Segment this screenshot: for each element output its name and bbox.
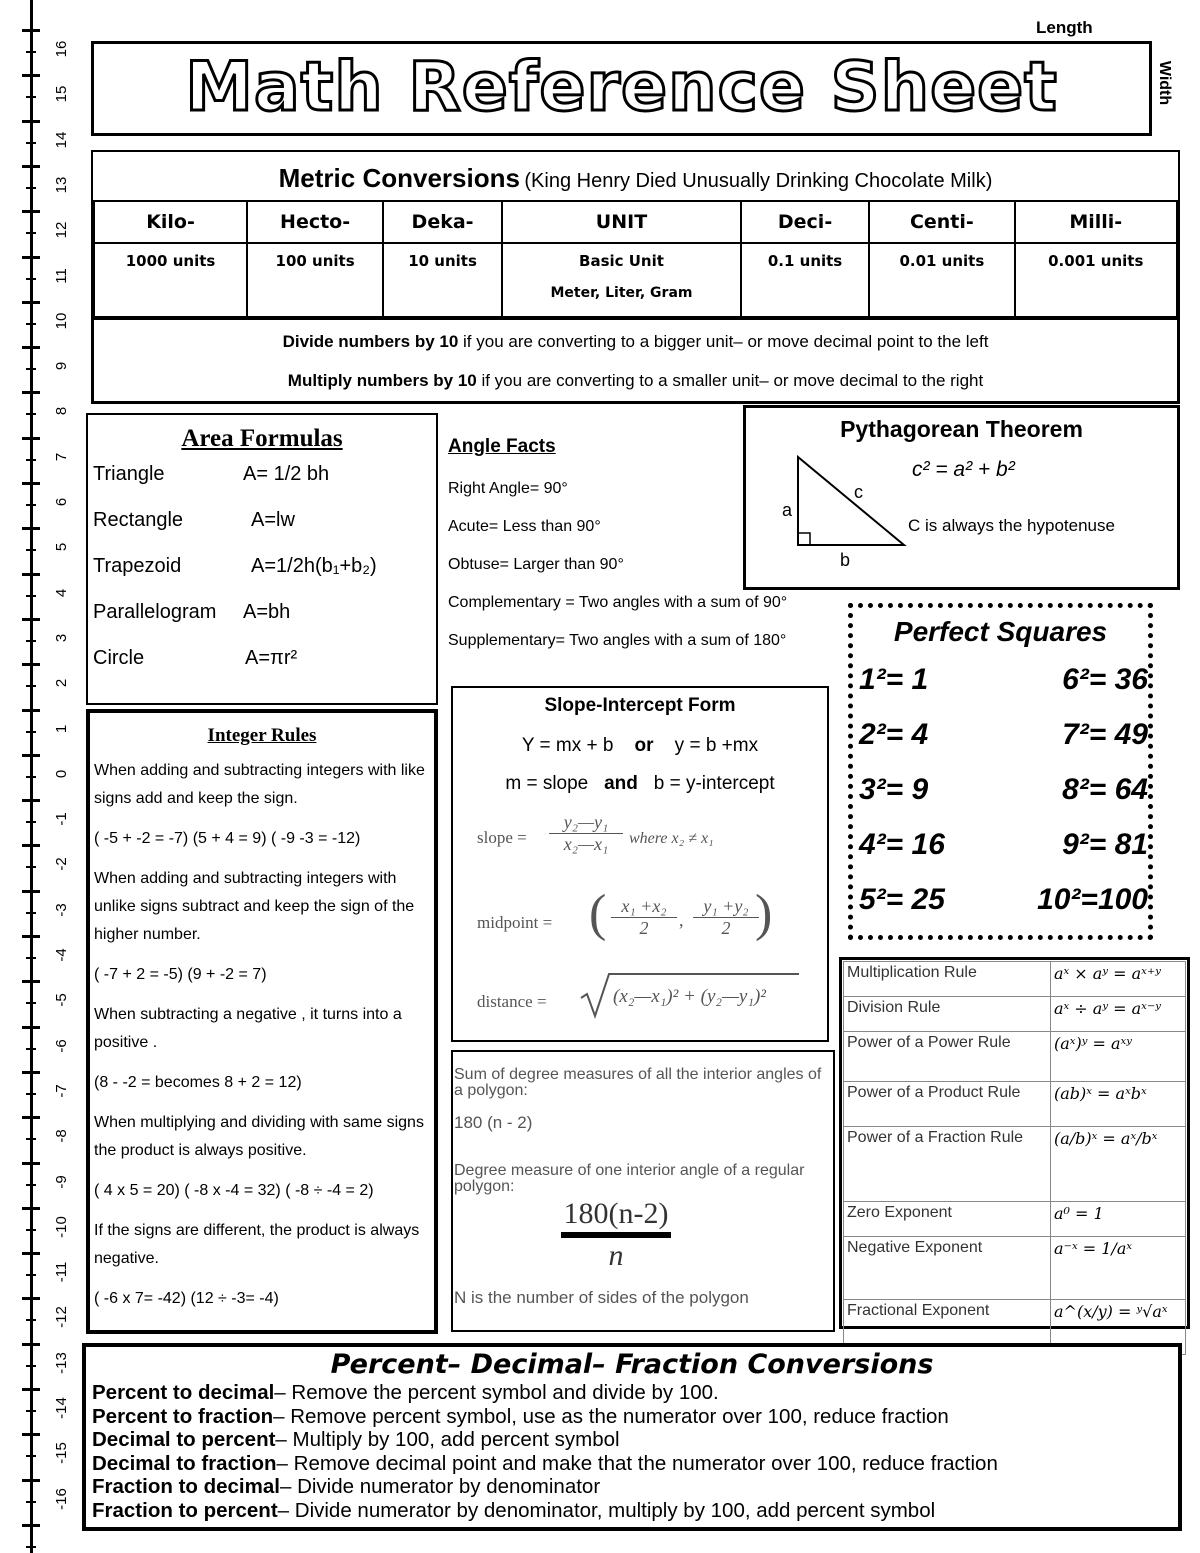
percent-item-text: – Divide numerator by denominator bbox=[279, 1475, 601, 1498]
polygon-each-num: 180(n-2) bbox=[561, 1196, 671, 1238]
ruler-major-tick bbox=[22, 618, 40, 621]
polygon-each-text: Degree measure of one interior angle of a regular polygon: bbox=[454, 1162, 805, 1195]
ruler-label: 0 bbox=[53, 769, 70, 778]
ruler-major-tick bbox=[22, 1343, 40, 1346]
integer-rule: ( -7 + 2 = -5) (9 + -2 = 7) bbox=[94, 966, 267, 983]
metric-mnemonic: (King Henry Died Unusually Drinking Chocolate Milk) bbox=[524, 170, 993, 192]
percent-item-label: Decimal to percent bbox=[92, 1428, 276, 1451]
metric-prefix: Kilo- bbox=[94, 201, 247, 243]
area-shape: Triangle bbox=[93, 463, 165, 485]
metric-conversions bbox=[91, 150, 1180, 318]
angle-fact: Supplementary= Two angles with a sum of 180° bbox=[448, 632, 787, 649]
slope-form-or: or bbox=[634, 735, 654, 756]
area-item bbox=[88, 463, 436, 509]
multiply-rule-bold: Multiply numbers by 10 bbox=[287, 371, 477, 390]
ruler-minor-tick bbox=[26, 1319, 36, 1321]
divide-rule bbox=[94, 332, 1177, 352]
slope-formula-frac bbox=[549, 812, 623, 855]
ruler-major-tick bbox=[22, 1388, 40, 1391]
exponent-rules bbox=[839, 957, 1190, 1329]
exponent-rule-row bbox=[844, 1127, 1186, 1202]
ruler-minor-tick bbox=[26, 1093, 36, 1095]
ruler-major-tick bbox=[22, 1162, 40, 1165]
ruler-minor-tick bbox=[26, 1274, 36, 1276]
ruler-minor-tick bbox=[26, 957, 36, 959]
integer-list bbox=[90, 757, 434, 1313]
percent-item-label: Percent to fraction bbox=[92, 1404, 274, 1428]
ruler-major-tick bbox=[22, 1297, 40, 1300]
midpoint-y-den: 2 bbox=[693, 917, 759, 939]
ruler-label: -6 bbox=[53, 1038, 70, 1053]
ruler-label: 4 bbox=[53, 588, 70, 597]
perfect-square: 1²= 1 bbox=[859, 663, 929, 696]
exponent-rule-formula: a^(x/y) = ʸ√aˣ bbox=[1051, 1300, 1186, 1355]
ruler-major-tick bbox=[22, 1026, 40, 1029]
pythagorean-heading: Pythagorean Theorem bbox=[840, 416, 1083, 442]
exponent-rule-name: Power of a Power Rule bbox=[844, 1032, 1051, 1082]
ruler-minor-tick bbox=[26, 912, 36, 914]
slope-form-a: Y = mx + b bbox=[521, 735, 614, 756]
metric-prefix: Hecto- bbox=[247, 201, 383, 243]
exponent-rule-formula: a⁻ˣ = 1/aˣ bbox=[1051, 1237, 1186, 1300]
percent-item bbox=[92, 1428, 1178, 1452]
squares-heading: Perfect Squares bbox=[893, 616, 1108, 647]
percent-item-label: Percent to decimal bbox=[92, 1381, 275, 1404]
slope-numerator: y₂—y₁ bbox=[563, 812, 609, 832]
slope-def-m: m = slope bbox=[505, 773, 589, 794]
ruler-label: 3 bbox=[53, 633, 70, 643]
ruler-major-tick bbox=[22, 74, 40, 77]
distance-expression: (x₂—x₁)² + (y₂—y₁)² bbox=[613, 986, 766, 1007]
integer-heading: Integer Rules bbox=[207, 725, 317, 746]
ruler-major-tick bbox=[22, 301, 40, 304]
squares-right bbox=[1008, 652, 1148, 927]
metric-value-cell bbox=[247, 243, 383, 324]
percent-item bbox=[92, 1499, 1178, 1523]
midpoint-x-den: 2 bbox=[611, 917, 677, 939]
area-shape: Rectangle bbox=[93, 509, 184, 531]
midpoint-open-paren: ( bbox=[589, 885, 607, 942]
percent-conversions bbox=[82, 1343, 1182, 1531]
exponent-rule-formula: a⁰ = 1 bbox=[1051, 1202, 1186, 1237]
ruler-minor-tick bbox=[26, 640, 36, 642]
ruler-major-tick bbox=[22, 29, 40, 32]
ruler-minor-tick bbox=[26, 776, 36, 778]
perfect-square: 9²= 81 bbox=[1062, 828, 1148, 861]
ruler-major-tick bbox=[22, 799, 40, 802]
ruler-minor-tick bbox=[26, 187, 36, 189]
ruler-major-tick bbox=[22, 663, 40, 666]
metric-value: 1000 units bbox=[125, 252, 216, 270]
ruler-label: -14 bbox=[53, 1397, 70, 1419]
angle-fact: Obtuse= Larger than 90° bbox=[448, 556, 624, 573]
exponent-rule-name: Negative Exponent bbox=[844, 1237, 1051, 1300]
ruler-major-tick bbox=[22, 754, 40, 757]
integer-rules bbox=[86, 709, 438, 1334]
integer-rule: If the signs are different, the product is always negative. bbox=[94, 1222, 420, 1267]
midpoint-y-num: y₁ +y₂ bbox=[703, 896, 749, 916]
ruler-label: -4 bbox=[53, 948, 70, 962]
midpoint-x bbox=[611, 896, 677, 939]
perfect-square: 3²= 9 bbox=[859, 773, 929, 806]
exponent-rule-row bbox=[844, 997, 1186, 1032]
exponent-rule-formula: aˣ × aʸ = aˣ⁺ʸ bbox=[1051, 962, 1186, 997]
angle-fact: Right Angle= 90° bbox=[448, 480, 568, 497]
ruler-minor-tick bbox=[26, 413, 36, 415]
exponent-rule-name: Power of a Product Rule bbox=[844, 1082, 1051, 1127]
metric-value: Basic Unit bbox=[579, 252, 664, 270]
ruler-label: 13 bbox=[53, 176, 70, 194]
ruler-major-tick bbox=[22, 437, 40, 440]
midpoint-x-num: x₁ +x₂ bbox=[621, 896, 667, 916]
metric-value: 10 units bbox=[408, 252, 477, 270]
ruler-minor-tick bbox=[26, 323, 36, 325]
perfect-squares bbox=[848, 603, 1153, 940]
ruler-minor-tick bbox=[26, 1410, 36, 1412]
exponent-rule-row bbox=[844, 1032, 1186, 1082]
polygon-each-formula bbox=[561, 1196, 671, 1274]
metric-prefix: Deka- bbox=[383, 201, 502, 243]
area-formula: A= 1/2 bh bbox=[243, 463, 330, 485]
ruler-label: -11 bbox=[53, 1261, 70, 1283]
ruler-major-tick bbox=[22, 1116, 40, 1119]
ruler-minor-tick bbox=[26, 685, 36, 687]
right-triangle-icon bbox=[786, 453, 916, 563]
exponent-rule-formula: aˣ ÷ aʸ = aˣ⁻ʸ bbox=[1051, 997, 1186, 1032]
ruler-major-tick bbox=[22, 120, 40, 123]
area-formula: A=πr² bbox=[245, 647, 298, 669]
slope-form-b: y = b +mx bbox=[674, 735, 759, 756]
ruler-label: 10 bbox=[53, 312, 70, 330]
area-formula: A=bh bbox=[243, 601, 291, 623]
ruler-label: 11 bbox=[53, 267, 70, 284]
ruler-minor-tick bbox=[26, 368, 36, 370]
ruler-label: -15 bbox=[53, 1442, 70, 1465]
ruler-major-tick bbox=[22, 1479, 40, 1482]
exponent-rule-name: Power of a Fraction Rule bbox=[844, 1127, 1051, 1202]
divide-rule-text: if you are converting to a bigger unit– or move decimal point to the left bbox=[458, 332, 989, 351]
multiply-rule-text: if you are converting to a smaller unit– or move decimal to the right bbox=[476, 371, 984, 390]
ruler-minor-tick bbox=[26, 731, 36, 733]
ruler-major-tick bbox=[22, 890, 40, 893]
metric-value-cell bbox=[383, 243, 502, 324]
ruler-major-tick bbox=[22, 346, 40, 349]
page-title: Math Reference Sheet bbox=[185, 48, 1058, 127]
ruler-minor-tick bbox=[26, 504, 36, 506]
integer-rule: ( 4 x 5 = 20) ( -8 x -4 = 32) ( -8 ÷ -4 = 2) bbox=[94, 1182, 374, 1199]
length-label: Length bbox=[1036, 18, 1093, 37]
ruler-minor-tick bbox=[26, 1546, 36, 1548]
exponent-rule-row bbox=[844, 1082, 1186, 1127]
ruler-minor-tick bbox=[26, 821, 36, 823]
ruler-minor-tick bbox=[26, 549, 36, 551]
area-list bbox=[88, 463, 436, 693]
ruler-minor-tick bbox=[26, 142, 36, 144]
perfect-square: 6²= 36 bbox=[1062, 663, 1148, 696]
metric-prefix: UNIT bbox=[502, 201, 741, 243]
slope-def-line bbox=[453, 773, 827, 795]
ruler-major-tick bbox=[22, 1207, 40, 1210]
perfect-square: 5²= 25 bbox=[859, 883, 945, 916]
area-item bbox=[88, 601, 436, 647]
perfect-square: 8²= 64 bbox=[1062, 773, 1148, 806]
ruler-label: 8 bbox=[53, 407, 70, 416]
ruler-minor-tick bbox=[26, 1365, 36, 1367]
slope-intercept bbox=[451, 686, 829, 1042]
ruler-minor-tick bbox=[26, 1229, 36, 1231]
ruler-major-tick bbox=[22, 1433, 40, 1436]
ruler-label: -5 bbox=[53, 993, 70, 1007]
ruler-major-tick bbox=[22, 935, 40, 938]
ruler-minor-tick bbox=[26, 278, 36, 280]
perfect-square: 2²= 4 bbox=[859, 718, 929, 751]
ruler-minor-tick bbox=[26, 1455, 36, 1457]
ruler-major-tick bbox=[22, 1071, 40, 1074]
metric-table bbox=[93, 200, 1178, 325]
percent-item bbox=[92, 1452, 1178, 1476]
ruler-major-tick bbox=[22, 1252, 40, 1255]
metric-value-cell bbox=[741, 243, 869, 324]
area-formulas bbox=[86, 413, 438, 705]
metric-value: 0.01 units bbox=[899, 252, 985, 270]
ruler-minor-tick bbox=[26, 1002, 36, 1004]
angle-heading: Angle Facts bbox=[448, 436, 556, 457]
area-heading: Area Formulas bbox=[181, 425, 343, 452]
ruler-major-tick bbox=[22, 210, 40, 213]
integer-rule: When adding and subtracting integers with like signs add and keep the sign. bbox=[94, 762, 425, 807]
slope-def-b: b = y-intercept bbox=[653, 773, 775, 794]
integer-rule: ( -6 x 7= -42) (12 ÷ -3= -4) bbox=[94, 1290, 279, 1307]
metric-value-cell bbox=[869, 243, 1014, 324]
percent-item-text: – Remove percent symbol, use as the numerator over 100, reduce fraction bbox=[273, 1404, 949, 1428]
midpoint-comma: , bbox=[679, 910, 684, 930]
perfect-square: 7²= 49 bbox=[1062, 718, 1148, 751]
ruler-label: -12 bbox=[53, 1306, 70, 1329]
exponent-rule-formula: (aˣ)ʸ = aˣʸ bbox=[1051, 1032, 1186, 1082]
metric-prefix: Deci- bbox=[741, 201, 869, 243]
ruler-label: 15 bbox=[53, 85, 70, 103]
side-b-label: b bbox=[840, 550, 851, 570]
ruler-minor-tick bbox=[26, 232, 36, 234]
polygon-note: N is the number of sides of the polygon bbox=[454, 1288, 749, 1307]
exponent-rule-name: Fractional Exponent bbox=[844, 1300, 1051, 1355]
integer-rule: When multiplying and dividing with same signs the product is always positive. bbox=[94, 1114, 424, 1159]
percent-item bbox=[92, 1405, 1178, 1429]
ruler-label: 2 bbox=[53, 679, 70, 688]
divide-rule-bold: Divide numbers by 10 bbox=[282, 332, 459, 351]
metric-value: 0.1 units bbox=[767, 252, 843, 270]
ruler-label: -2 bbox=[53, 857, 70, 872]
integer-rule: When subtracting a negative , it turns into a positive . bbox=[94, 1006, 402, 1051]
side-c-label: c bbox=[854, 482, 863, 502]
metric-value-cell bbox=[1015, 243, 1177, 324]
ruler-label: 9 bbox=[53, 361, 70, 371]
ruler-major-tick bbox=[22, 1524, 40, 1527]
ruler-label: -1 bbox=[53, 812, 70, 826]
metric-prefix: Centi- bbox=[869, 201, 1014, 243]
squares-left bbox=[853, 652, 1008, 927]
ruler-label: 6 bbox=[53, 497, 70, 507]
angle-fact: Acute= Less than 90° bbox=[448, 518, 601, 535]
side-a-label: a bbox=[782, 500, 793, 520]
pythagorean-formula: c² = a² + b² bbox=[912, 458, 1015, 481]
percent-item-label: Fraction to decimal bbox=[92, 1475, 280, 1498]
ruler-minor-tick bbox=[26, 51, 36, 53]
ruler-label: 5 bbox=[53, 543, 70, 552]
ruler-label: -9 bbox=[53, 1174, 70, 1189]
metric-heading: Metric Conversions bbox=[278, 163, 520, 193]
percent-heading: Percent– Decimal– Fraction Conversions bbox=[330, 1349, 934, 1380]
multiply-rule bbox=[94, 371, 1177, 391]
exponent-rule-formula: (a/b)ˣ = aˣ/bˣ bbox=[1051, 1127, 1186, 1202]
hypotenuse-note: C is always the hypotenuse bbox=[908, 516, 1115, 535]
ruler-minor-tick bbox=[26, 866, 36, 868]
area-item bbox=[88, 509, 436, 555]
integer-rule: When adding and subtracting integers with unlike signs subtract and keep the sign of the higher number. bbox=[94, 870, 415, 943]
ruler-minor-tick bbox=[26, 1184, 36, 1186]
metric-heading-row bbox=[93, 152, 1178, 200]
area-shape: Parallelogram bbox=[93, 601, 217, 623]
ruler-major-tick bbox=[22, 391, 40, 394]
ruler-major-tick bbox=[22, 573, 40, 576]
area-shape: Circle bbox=[93, 647, 145, 669]
ruler-minor-tick bbox=[26, 595, 36, 597]
ruler-label: 7 bbox=[53, 452, 70, 461]
metric-value: 100 units bbox=[275, 252, 355, 270]
percent-item-text: – Multiply by 100, add percent symbol bbox=[275, 1428, 620, 1451]
ruler-label: -7 bbox=[53, 1084, 70, 1098]
midpoint-close-paren: ) bbox=[755, 885, 773, 942]
ruler-major-tick bbox=[22, 256, 40, 259]
percent-item-label: Fraction to percent bbox=[92, 1498, 278, 1522]
ruler-major-tick bbox=[22, 482, 40, 485]
ruler-minor-tick bbox=[26, 1501, 36, 1503]
ruler-label: 14 bbox=[53, 131, 70, 148]
ruler-minor-tick bbox=[26, 1138, 36, 1140]
slope-formula-label: slope = bbox=[477, 828, 527, 847]
ruler-major-tick bbox=[22, 165, 40, 168]
slope-heading: Slope-Intercept Form bbox=[544, 695, 736, 716]
area-formula: A=1/2h(b₁+b₂) bbox=[251, 555, 377, 577]
exponent-rule-row bbox=[844, 1202, 1186, 1237]
integer-rule: ( -5 + -2 = -7) (5 + 4 = 9) ( -9 -3 = -12) bbox=[94, 830, 361, 847]
metric-extra: Meter, Liter, Gram bbox=[550, 285, 693, 301]
metric-prefix: Milli- bbox=[1015, 201, 1177, 243]
ruler-label: -16 bbox=[53, 1487, 70, 1510]
metric-rules bbox=[91, 317, 1180, 404]
ruler-label: 12 bbox=[53, 221, 70, 239]
width-label: Width bbox=[1156, 60, 1174, 106]
percent-list bbox=[86, 1381, 1178, 1522]
ruler-major-tick bbox=[22, 980, 40, 983]
exponent-table bbox=[843, 961, 1186, 1355]
ruler-minor-tick bbox=[26, 96, 36, 98]
exponent-rule-name: Zero Exponent bbox=[844, 1202, 1051, 1237]
ruler-label: 16 bbox=[53, 40, 70, 58]
area-item bbox=[88, 647, 436, 693]
pythagorean-theorem bbox=[743, 405, 1180, 590]
squares-columns bbox=[853, 652, 1148, 927]
percent-item bbox=[92, 1381, 1178, 1405]
ruler-minor-tick bbox=[26, 459, 36, 461]
polygon-sum-formula: 180 (n - 2) bbox=[454, 1113, 533, 1132]
ruler-label: -10 bbox=[53, 1215, 70, 1238]
metric-value-cell bbox=[502, 243, 741, 324]
polygon-angles bbox=[451, 1050, 835, 1332]
ruler-major-tick bbox=[22, 844, 40, 847]
ruler-label: -3 bbox=[53, 903, 70, 917]
distance-label: distance = bbox=[477, 992, 547, 1011]
percent-item-text: – Divide numerator by denominator, multiply by 100, add percent symbol bbox=[277, 1498, 936, 1522]
metric-value: 0.001 units bbox=[1048, 252, 1144, 270]
ruler-label: 1 bbox=[53, 724, 70, 733]
perfect-square: 10²=100 bbox=[1037, 883, 1148, 916]
slope-form-line bbox=[453, 735, 827, 757]
exponent-rule-name: Division Rule bbox=[844, 997, 1051, 1032]
title-box bbox=[91, 41, 1152, 136]
ruler-major-tick bbox=[22, 709, 40, 712]
percent-item-text: – Remove the percent symbol and divide by 100. bbox=[274, 1381, 719, 1404]
percent-item-label: Decimal to fraction bbox=[92, 1451, 277, 1475]
percent-item-text: – Remove decimal point and make that the numerator over 100, reduce fraction bbox=[276, 1451, 998, 1475]
polygon-sum-text: Sum of degree measures of all the interior angles of a polygon: bbox=[454, 1066, 822, 1099]
integer-rule: (8 - -2 = becomes 8 + 2 = 12) bbox=[94, 1074, 302, 1091]
exponent-rule-name: Multiplication Rule bbox=[844, 962, 1051, 997]
ruler-minor-tick bbox=[26, 1048, 36, 1050]
midpoint-y bbox=[693, 896, 759, 939]
area-item bbox=[88, 555, 436, 601]
slope-where: where x₂ ≠ x₁ bbox=[629, 830, 714, 847]
ruler-major-tick bbox=[22, 527, 40, 530]
polygon-each-den: n bbox=[608, 1239, 624, 1272]
exponent-rule-formula: (ab)ˣ = aˣbˣ bbox=[1051, 1082, 1186, 1127]
exponent-rule-row bbox=[844, 962, 1186, 997]
area-shape: Trapezoid bbox=[93, 555, 182, 577]
midpoint-label: midpoint = bbox=[477, 913, 553, 932]
slope-def-and: and bbox=[604, 773, 638, 794]
ruler-label: -8 bbox=[53, 1129, 70, 1143]
area-formula: A=lw bbox=[251, 509, 295, 531]
slope-denominator: x₂—x₁ bbox=[549, 833, 623, 855]
ruler-label: -13 bbox=[53, 1351, 70, 1374]
metric-value-cell bbox=[94, 243, 247, 324]
exponent-rule-row bbox=[844, 1237, 1186, 1300]
perfect-square: 4²= 16 bbox=[859, 828, 945, 861]
angle-fact: Complementary = Two angles with a sum of 90° bbox=[448, 594, 788, 611]
percent-item bbox=[92, 1475, 1178, 1499]
